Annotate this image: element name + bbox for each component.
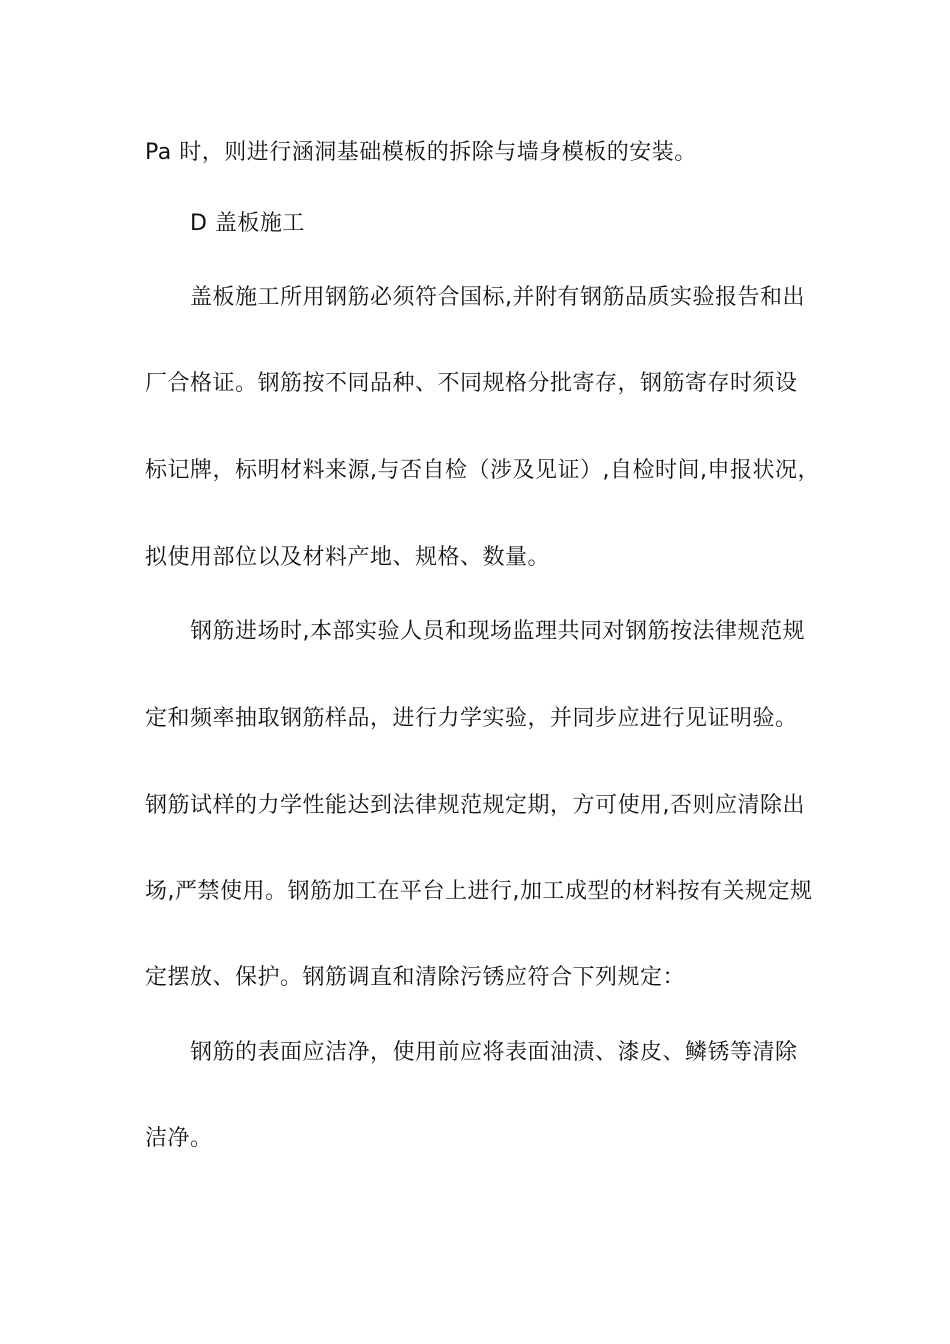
text-line-11: 定摆放、保护。钢筋调直和清除污锈应符合下列规定： [145,965,686,990]
text-line-9: 钢筋试样的力学性能达到法律规范规定期，方可使用,否则应清除出 [145,793,805,818]
text-line-1: Pa 时，则进行涵洞基础模板的拆除与墙身模板的安装。 [145,140,697,165]
text-line-3: 盖板施工所用钢筋必须符合国标,并附有钢筋品质实验报告和出 [190,285,805,310]
text-line-4: 厂合格证。钢筋按不同品种、不同规格分批寄存，钢筋寄存时须设 [145,371,798,396]
text-line-8: 定和频率抽取钢筋样品，进行力学实验，并同步应进行见证明验。 [145,706,798,731]
text-line-12: 钢筋的表面应洁净，使用前应将表面油渍、漆皮、鳞锈等清除 [190,1040,798,1065]
text-line-10: 场,严禁使用。钢筋加工在平台上进行,加工成型的材料按有关规定规 [145,879,813,904]
text-line-6: 拟使用部位以及材料产地、规格、数量。 [145,545,551,570]
text-line-13: 洁净。 [145,1126,213,1151]
text-line-7: 钢筋进场时,本部实验人员和现场监理共同对钢筋按法律规范规 [190,619,805,644]
text-line-5: 标记牌，标明材料来源,与否自检（涉及见证）,自检时间,申报状况， [145,458,820,483]
section-heading: D 盖板施工 [190,211,305,236]
